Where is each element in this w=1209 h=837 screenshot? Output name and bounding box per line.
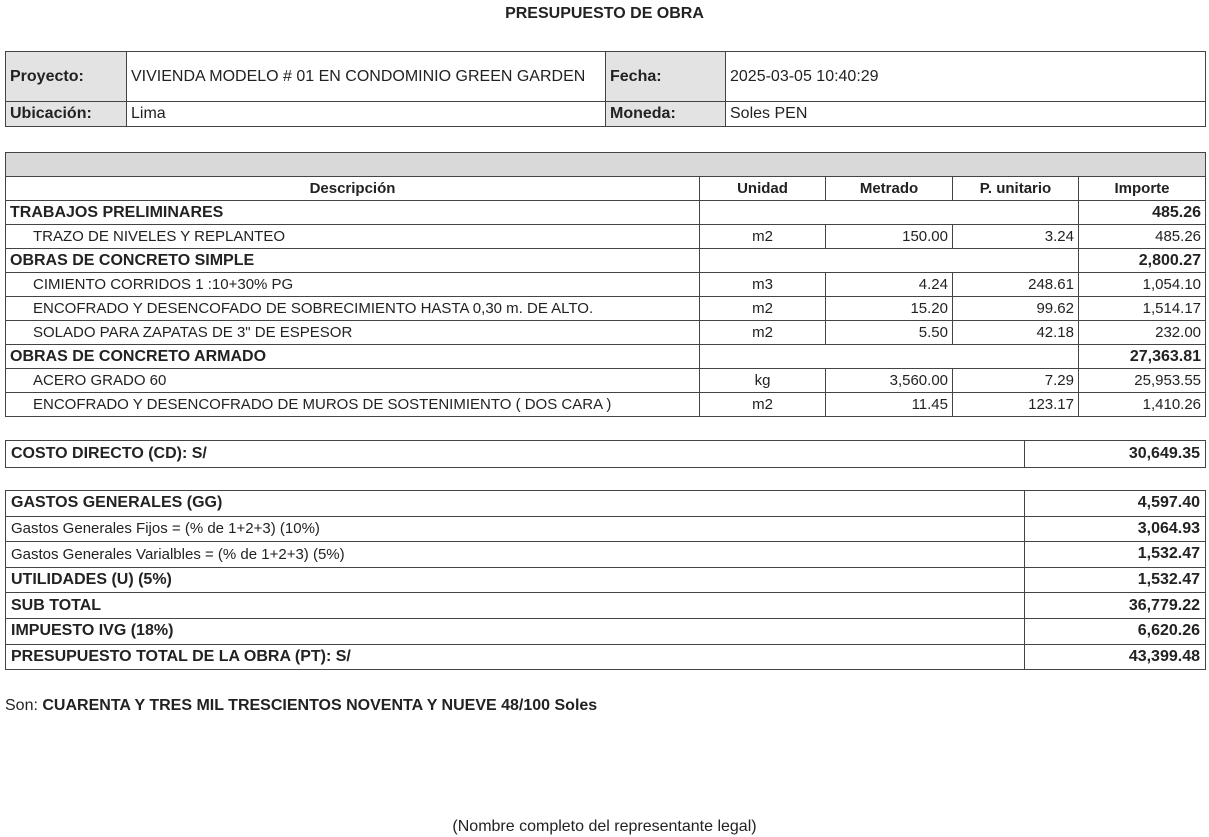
table-row bbox=[6, 273, 1206, 297]
amount-in-words bbox=[5, 697, 597, 715]
category-total: 2,800.27 bbox=[1079, 249, 1206, 273]
item-metrado: 11.45 bbox=[826, 393, 953, 417]
category-name: TRABAJOS PRELIMINARES bbox=[6, 201, 700, 225]
impuesto-label: IMPUESTO IVG (18%) bbox=[6, 618, 1025, 644]
category-name: OBRAS DE CONCRETO ARMADO bbox=[6, 345, 700, 369]
signature-label: (Nombre completo del representante legal) bbox=[452, 818, 757, 835]
item-description: TRAZO DE NIVELES Y REPLANTEO bbox=[6, 225, 700, 249]
gastos-variables-label: Gastos Generales Varialbles = (% de 1+2+3) (5%) bbox=[6, 542, 1025, 568]
project-info-table bbox=[5, 51, 1206, 127]
item-description: SOLADO PARA ZAPATAS DE 3" DE ESPESOR bbox=[6, 321, 700, 345]
item-metrado: 150.00 bbox=[826, 225, 953, 249]
item-unit: m2 bbox=[700, 393, 826, 417]
item-unit-price: 7.29 bbox=[953, 369, 1079, 393]
fecha-label: Fecha: bbox=[606, 52, 726, 102]
ubicacion-label: Ubicación: bbox=[6, 102, 127, 127]
total-label: PRESUPUESTO TOTAL DE LA OBRA (PT): S/ bbox=[6, 644, 1025, 670]
item-description: ACERO GRADO 60 bbox=[6, 369, 700, 393]
item-description: CIMIENTO CORRIDOS 1 :10+30% PG bbox=[6, 273, 700, 297]
item-unit-price: 42.18 bbox=[953, 321, 1079, 345]
col-header-importe: Importe bbox=[1079, 177, 1206, 201]
utilidades-label: UTILIDADES (U) (5%) bbox=[6, 567, 1025, 593]
item-unit: m3 bbox=[700, 273, 826, 297]
col-header-metrado: Metrado bbox=[826, 177, 953, 201]
category-row bbox=[6, 201, 1206, 225]
item-unit-price: 3.24 bbox=[953, 225, 1079, 249]
proyecto-value: VIVIENDA MODELO # 01 EN CONDOMINIO GREEN GARDEN bbox=[127, 52, 606, 102]
item-unit-price: 123.17 bbox=[953, 393, 1079, 417]
total-value: 43,399.48 bbox=[1025, 644, 1206, 670]
item-importe: 1,054.10 bbox=[1079, 273, 1206, 297]
item-unit: m2 bbox=[700, 297, 826, 321]
gastos-fijos-label: Gastos Generales Fijos = (% de 1+2+3) (10%) bbox=[6, 516, 1025, 542]
col-header-descripcion: Descripción bbox=[6, 177, 700, 201]
gastos-variables-value: 1,532.47 bbox=[1025, 542, 1206, 568]
item-description: ENCOFRADO Y DESENCOFRADO DE MUROS DE SOSTENIMIENTO ( DOS CARA ) bbox=[6, 393, 700, 417]
item-unit-price: 248.61 bbox=[953, 273, 1079, 297]
col-header-punitario: P. unitario bbox=[953, 177, 1079, 201]
gastos-generales-label: GASTOS GENERALES (GG) bbox=[6, 491, 1025, 517]
budget-items-table bbox=[5, 152, 1206, 417]
item-unit: m2 bbox=[700, 321, 826, 345]
ubicacion-value: Lima bbox=[127, 102, 606, 127]
direct-cost-label: COSTO DIRECTO (CD): S/ bbox=[6, 441, 1025, 468]
category-total: 485.26 bbox=[1079, 201, 1206, 225]
proyecto-label: Proyecto: bbox=[6, 52, 127, 102]
item-unit: m2 bbox=[700, 225, 826, 249]
item-metrado: 3,560.00 bbox=[826, 369, 953, 393]
item-importe: 25,953.55 bbox=[1079, 369, 1206, 393]
item-importe: 1,410.26 bbox=[1079, 393, 1206, 417]
totals-table bbox=[5, 490, 1206, 670]
moneda-value: Soles PEN bbox=[726, 102, 1206, 127]
subtotal-label: SUB TOTAL bbox=[6, 593, 1025, 619]
direct-cost-value: 30,649.35 bbox=[1025, 441, 1206, 468]
item-importe: 232.00 bbox=[1079, 321, 1206, 345]
item-metrado: 15.20 bbox=[826, 297, 953, 321]
table-row bbox=[6, 321, 1206, 345]
amount-in-words-prefix: Son: bbox=[5, 697, 38, 714]
table-header-band bbox=[6, 153, 1206, 177]
table-row bbox=[6, 297, 1206, 321]
moneda-label: Moneda: bbox=[606, 102, 726, 127]
item-unit-price: 99.62 bbox=[953, 297, 1079, 321]
subtotal-value: 36,779.22 bbox=[1025, 593, 1206, 619]
category-row bbox=[6, 345, 1206, 369]
table-row bbox=[6, 225, 1206, 249]
item-importe: 1,514.17 bbox=[1079, 297, 1206, 321]
item-metrado: 5.50 bbox=[826, 321, 953, 345]
impuesto-value: 6,620.26 bbox=[1025, 618, 1206, 644]
item-unit: kg bbox=[700, 369, 826, 393]
category-row bbox=[6, 249, 1206, 273]
gastos-fijos-value: 3,064.93 bbox=[1025, 516, 1206, 542]
page-title: PRESUPUESTO DE OBRA bbox=[505, 5, 704, 22]
utilidades-value: 1,532.47 bbox=[1025, 567, 1206, 593]
item-importe: 485.26 bbox=[1079, 225, 1206, 249]
item-description: ENCOFRADO Y DESENCOFADO DE SOBRECIMIENTO HASTA 0,30 m. DE ALTO. bbox=[6, 297, 700, 321]
direct-cost-table bbox=[5, 440, 1206, 468]
table-row bbox=[6, 369, 1206, 393]
item-metrado: 4.24 bbox=[826, 273, 953, 297]
fecha-value: 2025-03-05 10:40:29 bbox=[726, 52, 1206, 102]
gastos-generales-value: 4,597.40 bbox=[1025, 491, 1206, 517]
amount-in-words-text: CUARENTA Y TRES MIL TRESCIENTOS NOVENTA Y NUEVE 48/100 Soles bbox=[42, 697, 598, 714]
table-row bbox=[6, 393, 1206, 417]
category-name: OBRAS DE CONCRETO SIMPLE bbox=[6, 249, 700, 273]
category-total: 27,363.81 bbox=[1079, 345, 1206, 369]
col-header-unidad: Unidad bbox=[700, 177, 826, 201]
